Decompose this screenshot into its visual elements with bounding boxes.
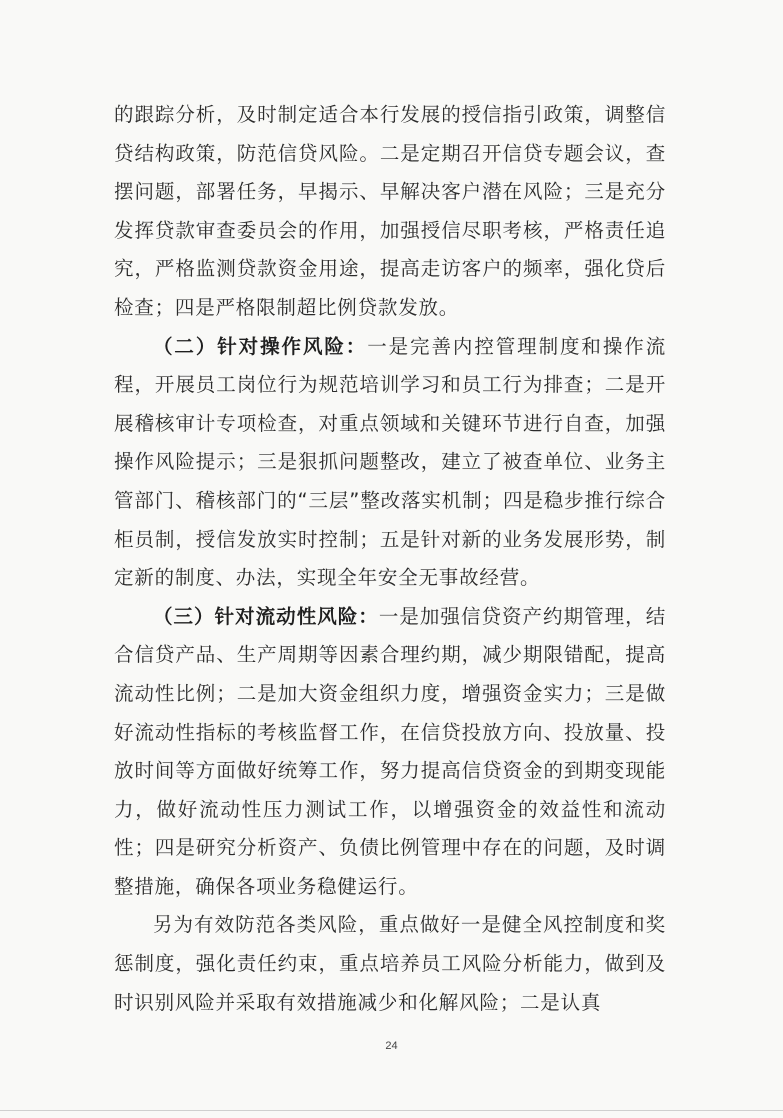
- paragraph-2-text: 一是完善内控管理制度和操作流程，开展员工岗位行为规范培训学习和员工行为排查；二是开展稽核审计专项检查，对重点领域和关键环节进行自查，加强操作风险提示；三是狠抓问题整改，建立了被查单位、业务主管部门、稽核部门的“三层”整改落实机制；四是稳步推行综合柜员制，授信发放实时控制；五是针对新的业务发展形势，制定新的制度、办法，实现全年安全无事故经营。: [114, 334, 666, 590]
- paragraph-3: [114, 598, 666, 907]
- paragraph-1: [114, 96, 666, 328]
- paragraph-2-heading: （二）针对操作风险：: [153, 334, 368, 358]
- paragraph-1-text: 的跟踪分析，及时制定适合本行发展的授信指引政策，调整信贷结构政策，防范信贷风险。二是定期召开信贷专题会议，查摆问题，部署任务，早揭示、早解决客户潜在风险；三是充分发挥贷款审查委员会的作用，加强授信尽职考核，严格责任追究，严格监测贷款资金用途，提高走访客户的频率，强化贷后检查；四是严格限制超比例贷款发放。: [114, 103, 666, 319]
- paragraph-4: [114, 906, 666, 1022]
- paragraph-3-text: 一是加强信贷资产约期管理，结合信贷产品、生产周期等因素合理约期，减少期限错配，提高流动性比例；二是加大资金组织力度，增强资金实力；三是做好流动性指标的考核监督工作，在信贷投放方向、投放量、投放时间等方面做好统筹工作，努力提高信贷资金的到期变现能力，做好流动性压力测试工作，以增强资金的效益性和流动性；四是研究分析资产、负债比例管理中存在的问题，及时调整措施，确保各项业务稳健运行。: [114, 604, 666, 898]
- paragraph-3-heading: （三）针对流动性风险：: [153, 604, 379, 628]
- paragraph-2: [114, 328, 666, 598]
- page-bottom-divider: [0, 1110, 783, 1111]
- page-number: 24: [385, 1040, 398, 1052]
- paragraph-4-text: 另为有效防范各类风险，重点做好一是健全风控制度和奖惩制度，强化责任约束，重点培养员工风险分析能力，做到及时识别风险并采取有效措施减少和化解风险；二是认真: [114, 913, 666, 1014]
- document-body: [114, 96, 666, 1022]
